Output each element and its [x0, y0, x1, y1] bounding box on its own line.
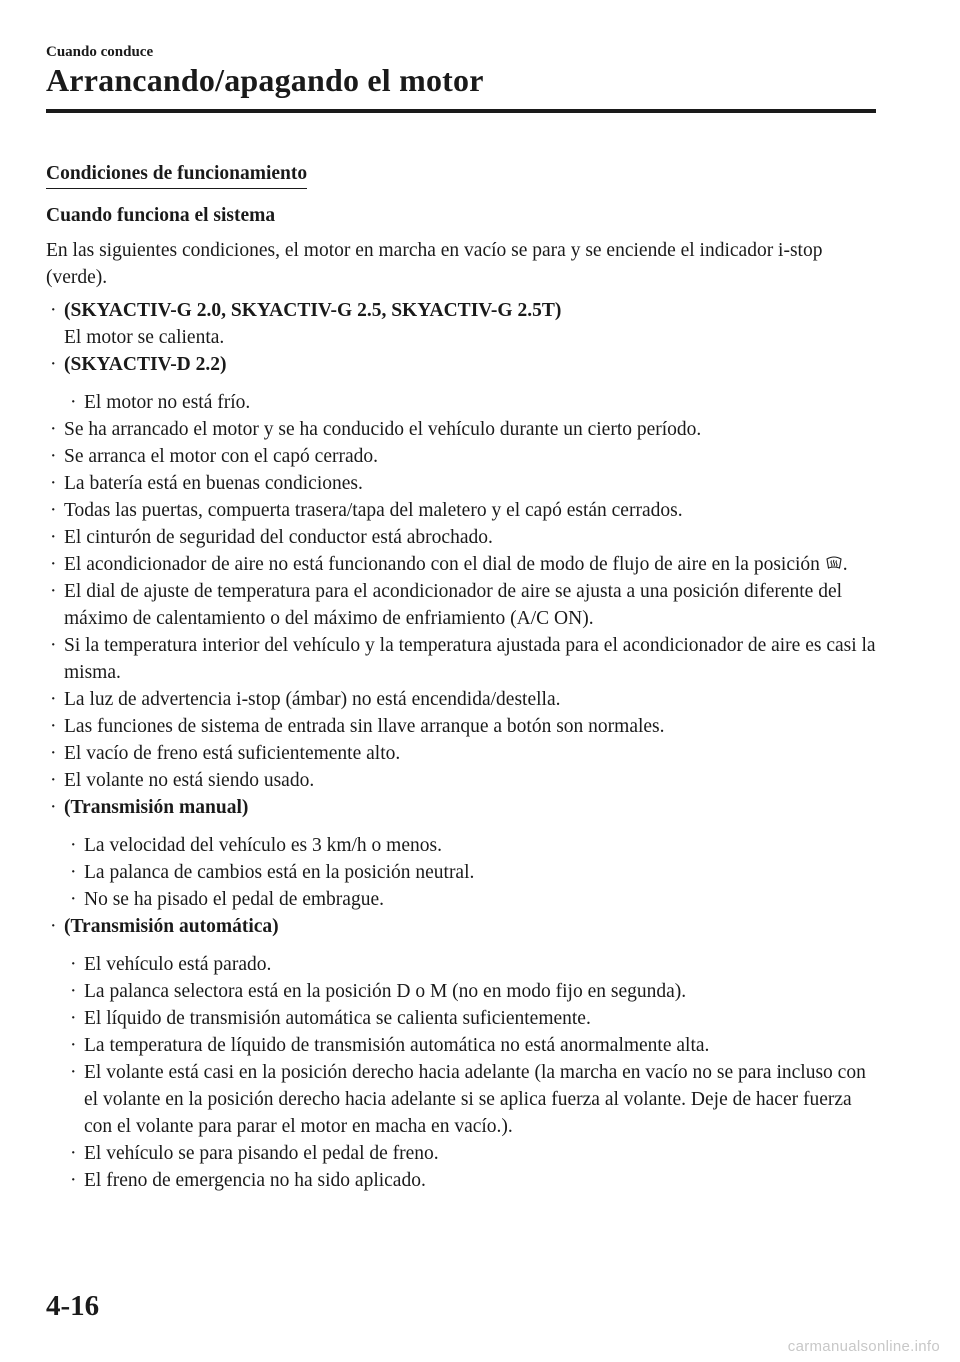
- sub-list-item-text: El líquido de transmisión automática se calienta suficientemente.: [84, 1008, 591, 1029]
- list-item-text: La batería está en buenas condiciones.: [64, 473, 363, 494]
- windshield-defroster-icon: [825, 553, 843, 571]
- list-item: [46, 470, 878, 497]
- bullet-icon: ·: [70, 862, 77, 883]
- section-heading: Condiciones de funcionamiento: [46, 160, 307, 189]
- automatic-sub-list: [64, 951, 878, 1194]
- list-item-diesel: [46, 351, 878, 416]
- bullet-icon: ·: [50, 635, 57, 656]
- bullet-icon: ·: [70, 1062, 77, 1083]
- sub-list-item-text: La velocidad del vehículo es 3 km/h o menos.: [84, 835, 442, 856]
- list-item: [46, 416, 878, 443]
- bullet-icon: ·: [70, 392, 77, 413]
- list-item: [46, 740, 878, 767]
- sub-list-item: [64, 1032, 878, 1059]
- bullet-icon: ·: [50, 419, 57, 440]
- sub-list-item: [64, 389, 878, 416]
- bullet-icon: ·: [70, 1035, 77, 1056]
- list-item-text: El cinturón de seguridad del conductor está abrochado.: [64, 527, 493, 548]
- sub-list-item-text: La palanca de cambios está en la posición neutral.: [84, 862, 475, 883]
- section-label: Cuando conduce: [46, 44, 154, 60]
- bullet-icon: ·: [70, 889, 77, 910]
- gasoline-heading: (SKYACTIV-G 2.0, SKYACTIV-G 2.5, SKYACTIV-G 2.5T): [64, 300, 562, 321]
- sub-list-item: [64, 859, 878, 886]
- list-item-manual: [46, 794, 878, 913]
- list-item: [46, 713, 878, 740]
- bullet-icon: ·: [50, 527, 57, 548]
- diesel-sub-list: [64, 389, 878, 416]
- bullet-icon: ·: [50, 500, 57, 521]
- bullet-icon: ·: [50, 554, 57, 575]
- bullet-icon: ·: [50, 716, 57, 737]
- manual-sub-list: [64, 832, 878, 913]
- bullet-icon: ·: [50, 300, 57, 321]
- sub-list-item: [64, 1059, 878, 1140]
- bullet-icon: ·: [50, 916, 57, 937]
- bullet-icon: ·: [50, 446, 57, 467]
- bullet-icon: ·: [50, 354, 57, 375]
- list-item: [46, 632, 878, 686]
- sub-list-item-text: El vehículo está parado.: [84, 954, 272, 975]
- bullet-icon: ·: [50, 743, 57, 764]
- sub-list-item: [64, 951, 878, 978]
- list-item-text: Se arranca el motor con el capó cerrado.: [64, 446, 378, 467]
- list-item-text: Se ha arrancado el motor y se ha conducido el vehículo durante un cierto período.: [64, 419, 702, 440]
- sub-list-item-text: El motor no está frío.: [84, 392, 251, 413]
- sub-list-item-text: La palanca selectora está en la posición D o M (no en modo fijo en segunda).: [84, 981, 687, 1002]
- bullet-icon: ·: [70, 981, 77, 1002]
- intro-paragraph: En las siguientes condiciones, el motor en marcha en vacío se para y se enciende el indicador i-stop (verde).: [46, 240, 823, 288]
- gasoline-text: El motor se calienta.: [64, 327, 225, 348]
- sub-list-item-text: El vehículo se para pisando el pedal de freno.: [84, 1143, 439, 1164]
- sub-heading: Cuando funciona el sistema: [46, 205, 276, 226]
- bullet-icon: ·: [50, 797, 57, 818]
- bullet-icon: ·: [70, 835, 77, 856]
- list-item-text: El dial de ajuste de temperatura para el acondicionador de aire se ajusta a una posición diferente del máximo de calentamiento o del máximo de enfriamiento (A/C ON).: [64, 581, 843, 629]
- bullet-icon: ·: [70, 1143, 77, 1164]
- bullet-icon: ·: [70, 1170, 77, 1191]
- sub-list-item: [64, 978, 878, 1005]
- page-title: Arrancando/apagando el motor: [46, 62, 484, 98]
- watermark: carmanualsonline.info: [787, 1338, 940, 1355]
- list-item-gasoline: [46, 297, 878, 351]
- list-item: [46, 686, 878, 713]
- page-number: 4-16: [46, 1290, 100, 1322]
- list-item-automatic: [46, 913, 878, 1194]
- list-item-text: Todas las puertas, compuerta trasera/tapa del maletero y el capó están cerrados.: [64, 500, 683, 521]
- list-item-text: Si la temperatura interior del vehículo y la temperatura ajustada para el acondicionador de aire es casi la misma.: [64, 635, 876, 683]
- sub-list-item-text: El volante está casi en la posición derecho hacia adelante (la marcha en vacío no se para incluso con el volante en la posición derecho hacia adelante si se aplica fuerza al volante. Deje de hacer fuerza con el volante para parar el motor en macha en vacío.).: [84, 1062, 866, 1137]
- bullet-icon: ·: [70, 954, 77, 975]
- manual-heading: (Transmisión manual): [64, 797, 249, 818]
- diesel-heading: (SKYACTIV-D 2.2): [64, 354, 227, 375]
- title-rule: [46, 109, 876, 113]
- sub-list-item: [64, 1140, 878, 1167]
- sub-list-item-text: No se ha pisado el pedal de embrague.: [84, 889, 384, 910]
- page-content: [46, 160, 878, 1194]
- sub-list-item-text: El freno de emergencia no ha sido aplicado.: [84, 1170, 426, 1191]
- airflow-item-text: El acondicionador de aire no está funcionando con el dial de modo de flujo de aire en la posición: [64, 554, 820, 575]
- list-item-airflow: [46, 551, 878, 578]
- bullet-icon: ·: [70, 1008, 77, 1029]
- list-item-text: Las funciones de sistema de entrada sin llave arranque a botón son normales.: [64, 716, 665, 737]
- bullet-icon: ·: [50, 770, 57, 791]
- automatic-heading: (Transmisión automática): [64, 916, 279, 937]
- airflow-item-suffix: .: [842, 554, 848, 575]
- bullet-icon: ·: [50, 473, 57, 494]
- list-item-text: El volante no está siendo usado.: [64, 770, 315, 791]
- list-item-text: La luz de advertencia i-stop (ámbar) no está encendida/destella.: [64, 689, 561, 710]
- sub-list-item: [64, 886, 878, 913]
- list-item: [46, 497, 878, 524]
- list-item: [46, 767, 878, 794]
- list-item: [46, 443, 878, 470]
- sub-list-item: [64, 832, 878, 859]
- bullet-icon: ·: [50, 689, 57, 710]
- sub-list-item-text: La temperatura de líquido de transmisión automática no está anormalmente alta.: [84, 1035, 710, 1056]
- sub-list-item: [64, 1167, 878, 1194]
- bullet-icon: ·: [50, 581, 57, 602]
- sub-list-item: [64, 1005, 878, 1032]
- list-item: [46, 524, 878, 551]
- conditions-list: [46, 297, 878, 1194]
- list-item-text: El vacío de freno está suficientemente alto.: [64, 743, 401, 764]
- list-item: [46, 578, 878, 632]
